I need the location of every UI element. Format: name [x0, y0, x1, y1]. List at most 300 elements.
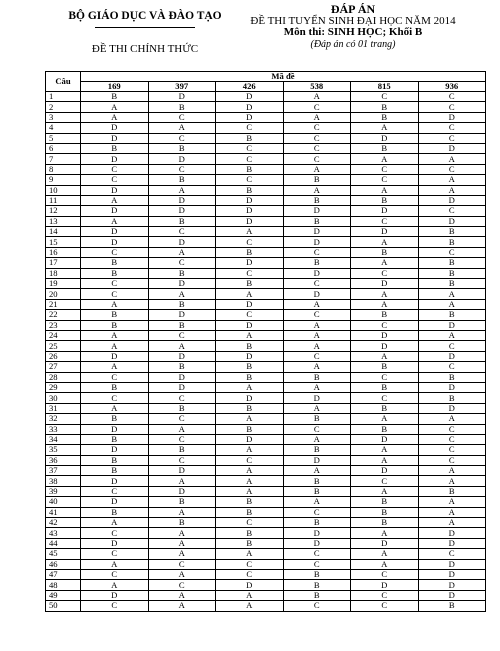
table-row [46, 601, 486, 611]
answer-cell: D [283, 237, 351, 247]
answer-cell: B [351, 403, 419, 413]
table-row [46, 237, 486, 247]
answer-cell: D [283, 538, 351, 548]
answer-cell: D [81, 497, 149, 507]
table-row [46, 112, 486, 122]
header-left [60, 10, 230, 55]
answer-cell: A [216, 382, 284, 392]
answer-cell: D [351, 580, 419, 590]
answer-cell: D [216, 299, 284, 309]
question-number: 22 [46, 310, 81, 320]
answer-cell: C [283, 424, 351, 434]
answer-cell: B [283, 414, 351, 424]
answer-cell: D [81, 476, 149, 486]
table-row [46, 518, 486, 528]
answer-table [45, 71, 486, 612]
question-number: 20 [46, 289, 81, 299]
answer-cell: A [81, 195, 149, 205]
answer-cell: C [418, 445, 486, 455]
table-row [46, 123, 486, 133]
answer-cell: D [81, 123, 149, 133]
answer-cell: D [81, 133, 149, 143]
question-number: 13 [46, 216, 81, 226]
question-number: 16 [46, 247, 81, 257]
answer-cell: A [418, 289, 486, 299]
question-number: 30 [46, 393, 81, 403]
answer-cell: B [418, 393, 486, 403]
answer-cell: B [81, 466, 149, 476]
answer-cell: C [283, 102, 351, 112]
answer-cell: D [81, 185, 149, 195]
answer-cell: A [418, 185, 486, 195]
answer-cell: C [283, 601, 351, 611]
answer-cell: B [148, 403, 216, 413]
answer-cell: A [351, 258, 419, 268]
answer-cell: C [418, 247, 486, 257]
table-row [46, 382, 486, 392]
table-row [46, 310, 486, 320]
table-row [46, 590, 486, 600]
answer-cell: D [283, 393, 351, 403]
answer-cell: C [351, 92, 419, 102]
answer-cell: A [81, 580, 149, 590]
answer-cell: B [216, 507, 284, 517]
question-number: 24 [46, 330, 81, 340]
answer-cell: B [351, 112, 419, 122]
question-number: 50 [46, 601, 81, 611]
answer-cell: D [351, 466, 419, 476]
answer-cell: D [81, 538, 149, 548]
answer-cell: D [81, 237, 149, 247]
table-row [46, 434, 486, 444]
answer-cell: A [81, 299, 149, 309]
answer-cell: D [418, 580, 486, 590]
answer-cell: A [81, 403, 149, 413]
answer-cell: A [148, 549, 216, 559]
answer-cell: C [418, 92, 486, 102]
answer-cell: A [418, 299, 486, 309]
table-row [46, 216, 486, 226]
page-note: (Đáp án có 01 trang) [310, 38, 396, 50]
table-row [46, 372, 486, 382]
answer-cell: D [216, 92, 284, 102]
answer-cell: C [283, 279, 351, 289]
question-number: 4 [46, 123, 81, 133]
answer-cell: C [81, 164, 149, 174]
table-header-row [46, 72, 486, 82]
answer-cell: D [81, 227, 149, 237]
question-number: 49 [46, 590, 81, 600]
answer-cell: B [351, 497, 419, 507]
answer-cell: B [148, 362, 216, 372]
answer-cell: A [351, 123, 419, 133]
answer-cell: D [148, 310, 216, 320]
answer-cell: C [418, 424, 486, 434]
answer-cell: A [418, 175, 486, 185]
answer-cell: A [81, 102, 149, 112]
table-row [46, 92, 486, 102]
question-number: 28 [46, 372, 81, 382]
question-number: 43 [46, 528, 81, 538]
answer-cell: D [81, 445, 149, 455]
answer-cell: A [283, 497, 351, 507]
answer-cell: B [418, 237, 486, 247]
answer-cell: B [81, 310, 149, 320]
answer-cell: C [216, 175, 284, 185]
answer-cell: A [148, 123, 216, 133]
answer-cell: A [351, 549, 419, 559]
question-number: 27 [46, 362, 81, 372]
answer-cell: C [283, 549, 351, 559]
answer-cell: A [283, 382, 351, 392]
answer-cell: C [418, 164, 486, 174]
question-number: 38 [46, 476, 81, 486]
table-row [46, 486, 486, 496]
answer-cell: D [81, 154, 149, 164]
answer-cell: B [216, 528, 284, 538]
table-row [46, 393, 486, 403]
table-row [46, 466, 486, 476]
answer-cell: D [216, 320, 284, 330]
answer-title: ĐÁP ÁN [330, 2, 376, 16]
answer-cell: C [216, 310, 284, 320]
answer-cell: B [216, 133, 284, 143]
answer-cell: D [418, 143, 486, 153]
answer-cell: C [351, 216, 419, 226]
answer-cell: C [351, 476, 419, 486]
answer-cell: D [283, 227, 351, 237]
answer-cell: D [81, 424, 149, 434]
answer-cell: A [81, 341, 149, 351]
question-number: 15 [46, 237, 81, 247]
answer-cell: A [216, 549, 284, 559]
answer-cell: B [216, 164, 284, 174]
question-number: 17 [46, 258, 81, 268]
answer-cell: D [216, 195, 284, 205]
answer-cell: B [216, 247, 284, 257]
answer-cell: B [283, 580, 351, 590]
question-number: 1 [46, 92, 81, 102]
table-row [46, 580, 486, 590]
answer-cell: C [418, 362, 486, 372]
question-number: 9 [46, 175, 81, 185]
question-number: 7 [46, 154, 81, 164]
answer-cell: A [351, 414, 419, 424]
answer-cell: C [148, 393, 216, 403]
answer-cell: C [351, 320, 419, 330]
answer-cell: D [148, 195, 216, 205]
header-rule [95, 27, 195, 28]
answer-cell: A [351, 455, 419, 465]
answer-cell: D [216, 434, 284, 444]
answer-cell: D [148, 206, 216, 216]
answer-cell: C [81, 601, 149, 611]
answer-cell: A [148, 247, 216, 257]
table-row [46, 320, 486, 330]
answer-cell: D [418, 351, 486, 361]
question-number: 45 [46, 549, 81, 559]
answer-cell: A [81, 112, 149, 122]
answer-cell: B [283, 216, 351, 226]
answer-cell: A [283, 341, 351, 351]
question-number: 44 [46, 538, 81, 548]
table-row [46, 549, 486, 559]
answer-cell: D [148, 372, 216, 382]
answer-cell: D [283, 528, 351, 538]
answer-cell: C [351, 590, 419, 600]
answer-cell: D [81, 206, 149, 216]
answer-cell: B [418, 268, 486, 278]
answer-body [46, 92, 486, 612]
answer-cell: D [418, 569, 486, 579]
table-row [46, 299, 486, 309]
exam-code: 397 [148, 82, 216, 92]
answer-cell: D [81, 590, 149, 600]
answer-cell: C [148, 330, 216, 340]
answer-cell: B [81, 268, 149, 278]
answer-cell: C [283, 247, 351, 257]
answer-cell: A [283, 330, 351, 340]
answer-cell: D [216, 216, 284, 226]
exam-code: 815 [351, 82, 419, 92]
answer-cell: C [418, 102, 486, 112]
question-header: Câu [46, 72, 81, 92]
table-row [46, 227, 486, 237]
answer-cell: C [148, 559, 216, 569]
answer-cell: A [351, 559, 419, 569]
exam-code: 538 [283, 82, 351, 92]
answer-cell: A [81, 362, 149, 372]
table-row [46, 258, 486, 268]
answer-cell: A [418, 476, 486, 486]
answer-cell: C [283, 310, 351, 320]
answer-cell: C [81, 247, 149, 257]
answer-cell: A [351, 237, 419, 247]
answer-cell: B [351, 362, 419, 372]
answer-cell: A [216, 445, 284, 455]
answer-cell: A [148, 538, 216, 548]
answer-cell: A [351, 185, 419, 195]
answer-cell: A [283, 299, 351, 309]
answer-cell: C [148, 133, 216, 143]
question-number: 21 [46, 299, 81, 309]
question-number: 2 [46, 102, 81, 112]
answer-cell: B [81, 92, 149, 102]
answer-cell: A [148, 590, 216, 600]
table-row [46, 528, 486, 538]
official-label: ĐỀ THI CHÍNH THỨC [91, 43, 199, 55]
table-row [46, 559, 486, 569]
answer-cell: B [148, 143, 216, 153]
code-row [46, 82, 486, 92]
answer-cell: B [81, 382, 149, 392]
answer-cell: B [216, 538, 284, 548]
answer-cell: A [148, 341, 216, 351]
answer-cell: B [351, 507, 419, 517]
answer-cell: A [418, 518, 486, 528]
answer-cell: C [148, 455, 216, 465]
answer-cell: D [351, 206, 419, 216]
answer-cell: A [418, 497, 486, 507]
answer-cell: D [148, 154, 216, 164]
answer-cell: D [351, 133, 419, 143]
answer-cell: B [148, 445, 216, 455]
answer-cell: B [283, 195, 351, 205]
header-right [220, 4, 486, 50]
answer-cell: C [418, 549, 486, 559]
answer-cell: D [283, 268, 351, 278]
answer-cell: C [283, 143, 351, 153]
answer-cell: A [283, 362, 351, 372]
answer-cell: C [148, 580, 216, 590]
answer-cell: C [351, 175, 419, 185]
answer-cell: C [351, 393, 419, 403]
table-row [46, 195, 486, 205]
ministry-name: BỘ GIÁO DỤC VÀ ĐÀO TẠO [68, 10, 222, 22]
answer-cell: D [216, 351, 284, 361]
answer-cell: A [283, 112, 351, 122]
answer-cell: C [418, 133, 486, 143]
answer-cell: D [351, 538, 419, 548]
answer-cell: C [283, 351, 351, 361]
answer-cell: B [283, 486, 351, 496]
question-number: 3 [46, 112, 81, 122]
answer-cell: D [216, 206, 284, 216]
table-row [46, 247, 486, 257]
answer-cell: B [148, 268, 216, 278]
answer-cell: A [283, 320, 351, 330]
answer-cell: B [351, 102, 419, 112]
answer-cell: B [418, 486, 486, 496]
answer-cell: B [216, 341, 284, 351]
answer-cell: A [216, 466, 284, 476]
answer-cell: D [148, 279, 216, 289]
question-number: 26 [46, 351, 81, 361]
table-row [46, 206, 486, 216]
answer-cell: D [418, 112, 486, 122]
answer-cell: A [418, 154, 486, 164]
question-number: 12 [46, 206, 81, 216]
answer-cell: C [81, 289, 149, 299]
answer-cell: B [351, 382, 419, 392]
question-number: 6 [46, 143, 81, 153]
question-number: 33 [46, 424, 81, 434]
table-row [46, 362, 486, 372]
answer-cell: A [283, 403, 351, 413]
answer-cell: A [283, 466, 351, 476]
answer-cell: A [216, 476, 284, 486]
answer-cell: D [283, 289, 351, 299]
answer-cell: B [351, 424, 419, 434]
table-row [46, 424, 486, 434]
exam-code: 426 [216, 82, 284, 92]
answer-cell: B [351, 143, 419, 153]
answer-cell: D [148, 466, 216, 476]
exam-code: 169 [81, 82, 149, 92]
answer-cell: A [418, 330, 486, 340]
question-number: 48 [46, 580, 81, 590]
question-number: 46 [46, 559, 81, 569]
answer-cell: C [148, 227, 216, 237]
question-number: 19 [46, 279, 81, 289]
question-number: 41 [46, 507, 81, 517]
answer-cell: B [216, 185, 284, 195]
answer-cell: D [148, 382, 216, 392]
answer-cell: D [351, 341, 419, 351]
question-number: 36 [46, 455, 81, 465]
answer-cell: B [216, 497, 284, 507]
answer-cell: C [283, 123, 351, 133]
answer-cell: A [283, 92, 351, 102]
table-row [46, 133, 486, 143]
answer-cell: B [216, 424, 284, 434]
answer-cell: D [283, 206, 351, 216]
answer-cell: C [283, 507, 351, 517]
answer-cell: C [148, 258, 216, 268]
answer-cell: C [148, 164, 216, 174]
code-header: Mã đề [81, 72, 486, 82]
answer-cell: C [81, 175, 149, 185]
answer-cell: A [216, 227, 284, 237]
answer-cell: C [418, 434, 486, 444]
answer-cell: D [148, 351, 216, 361]
answer-cell: C [216, 237, 284, 247]
table-row [46, 154, 486, 164]
exam-title: ĐỀ THI TUYỂN SINH ĐẠI HỌC NĂM 2014 [250, 14, 456, 27]
answer-cell: A [148, 507, 216, 517]
answer-cell: D [351, 434, 419, 444]
answer-cell: C [216, 569, 284, 579]
answer-cell: C [351, 268, 419, 278]
answer-cell: C [418, 455, 486, 465]
answer-cell: B [283, 175, 351, 185]
answer-cell: A [81, 330, 149, 340]
question-number: 37 [46, 466, 81, 476]
answer-cell: B [216, 362, 284, 372]
answer-cell: B [283, 445, 351, 455]
question-number: 25 [46, 341, 81, 351]
answer-cell: C [216, 518, 284, 528]
question-number: 10 [46, 185, 81, 195]
answer-cell: C [148, 112, 216, 122]
answer-cell: C [351, 569, 419, 579]
answer-cell: B [216, 372, 284, 382]
answer-cell: C [418, 206, 486, 216]
question-number: 32 [46, 414, 81, 424]
answer-cell: A [283, 434, 351, 444]
table-row [46, 279, 486, 289]
answer-cell: C [351, 372, 419, 382]
answer-cell: A [148, 289, 216, 299]
answer-cell: D [283, 455, 351, 465]
answer-cell: C [148, 414, 216, 424]
answer-cell: B [283, 476, 351, 486]
answer-cell: B [351, 310, 419, 320]
answer-cell: C [216, 123, 284, 133]
table-row [46, 164, 486, 174]
answer-cell: D [418, 216, 486, 226]
table-row [46, 497, 486, 507]
answer-cell: D [216, 393, 284, 403]
answer-cell: D [216, 102, 284, 112]
answer-cell: C [216, 143, 284, 153]
answer-cell: A [81, 518, 149, 528]
answer-cell: A [81, 559, 149, 569]
answer-cell: A [148, 601, 216, 611]
answer-cell: A [418, 414, 486, 424]
question-number: 42 [46, 518, 81, 528]
exam-code: 936 [418, 82, 486, 92]
